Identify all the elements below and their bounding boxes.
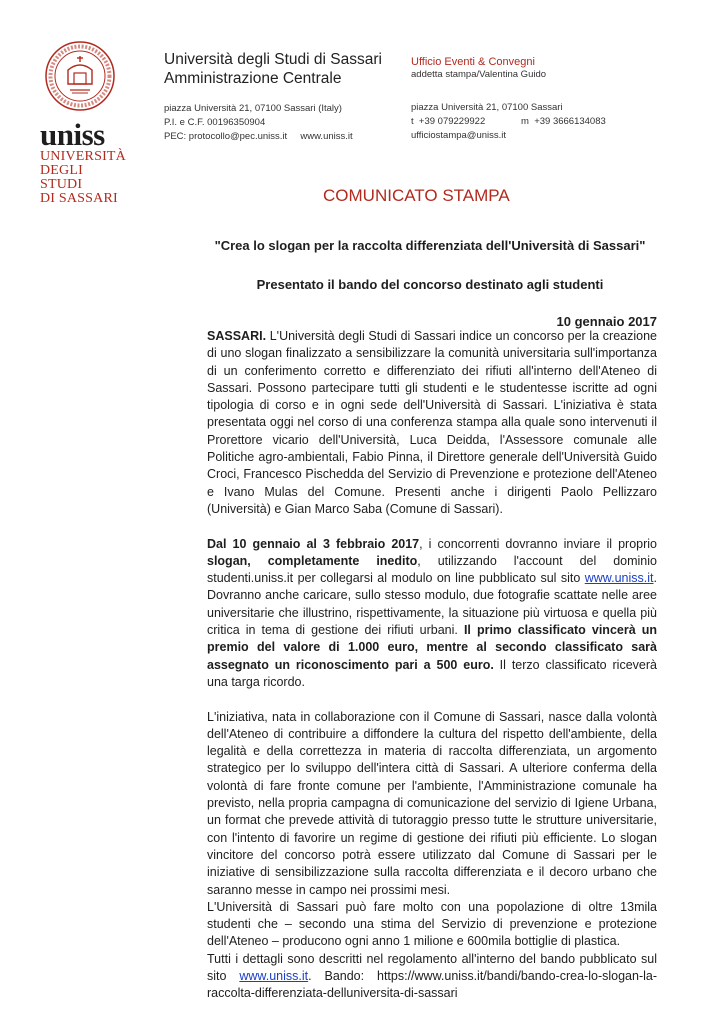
- university-vat: P.I. e C.F. 00196350904: [164, 117, 266, 128]
- details-text-2: . Bando:: [308, 968, 365, 983]
- office-mobile: m +39 3666134083: [521, 116, 606, 127]
- contest-text-3: . Dovranno anche caricare, sullo stesso modulo, due fotografie scattate nelle aree universitarie che illustrino, rispettivamente, la situazione più virtuosa e quella più critica in tema di gestione dei rifiuti urbani.: [207, 571, 657, 638]
- paragraph-initiative: L'iniziativa, nata in collaborazione con il Comune di Sassari, nasce dalla volontà dell'Ateneo di contribuire a diffondere la cultura del rispetto dell'ambiente, della legalità e della correttezza in materia di raccolta differenziata, un argomento strategico per lo sviluppo dell'intera città di Sassari. A ulteriore conferma della volontà di fare fronte comune per l'ambiente, l'Amministrazione comunale ha previsto, nella propria campagna di comunicazione del servizio di Igiene Urbana, un format che prevede attività di tutoraggio presso tutte le strutture universitarie, con l'intento di favorire un regime di gestione dei rifiuti più efficiente. Lo slogan vincitore del concorso potrà essere utilizzato dal Comune di Sassari per le iniziative di sensibilizzazione sulla raccolta differenziata e il decoro urbano che saranno messe in campo nei prossimi mesi.: [207, 709, 657, 897]
- intro-text: L'Università degli Studi di Sassari indice un concorso per la creazione di uno slogan finalizzato a sensibilizzare la comunità universitaria sull'importanza di un conferimento corretto e differenziato dei rifiuti all'interno dell'Ateneo di Sassari. Possono partecipare tutti gli studenti e le studentesse iscritte ad ogni tipologia di corso e in ogni sede dell'Università di Sassari. L'iniziativa è stata presentata oggi nel corso di una conferenza stampa alla quale sono intervenuti il Prorettore vicario dell'Università, Luca Deidda, l'Assessore comunale alle Politiche agro-ambientali, Fabio Pinna, il Direttore generale dell'Università Guido Croci, Francesco Pischedda del Servizio di Prevenzione e protezione dell'Ateneo e Ivano Mulas del Comune. Presenti anche i dirigenti Paolo Pellizzaro (Università) e Gian Marco Saba (Comune di Sassari).: [207, 329, 657, 516]
- administration-name: Amministrazione Centrale: [164, 70, 342, 87]
- university-pec-web: PEC: protocollo@pec.uniss.it www.uniss.it: [164, 131, 353, 142]
- header-left: [164, 50, 394, 144]
- office-phones: [411, 115, 651, 129]
- logo-line-3: DI SASSARI: [40, 191, 118, 206]
- contest-text-1: , i concorrenti dovranno inviare il proprio: [419, 536, 657, 551]
- dateline: SASSARI.: [207, 329, 267, 343]
- logo-line-1: UNIVERSITÀ: [40, 149, 126, 164]
- paragraph-contest: [207, 536, 657, 692]
- university-address: piazza Università 21, 07100 Sassari (Italy): [164, 103, 342, 114]
- university-logo: [38, 40, 126, 206]
- press-subheadline: Presentato il bando del concorso destinato agli studenti: [256, 277, 604, 292]
- logo-wordmark: uniss: [40, 117, 105, 152]
- university-name: Università degli Studi di Sassari: [164, 51, 382, 68]
- press-body: [207, 328, 657, 1003]
- release-date: 10 gennaio 2017: [556, 314, 657, 329]
- office-email: ufficiostampa@uniss.it: [411, 130, 507, 141]
- contest-dates: Dal 10 gennaio al 3 febbraio 2017: [207, 536, 420, 551]
- office-name: Ufficio Eventi & Convegni: [411, 56, 535, 68]
- document-type-title: COMUNICATO STAMPA: [323, 186, 510, 205]
- office-address: piazza Università 21, 07100 Sassari: [411, 102, 563, 113]
- paragraph-details: [207, 951, 657, 1003]
- header-right: [411, 56, 651, 143]
- uniss-link-2[interactable]: www.uniss.it: [239, 968, 309, 983]
- details-text-1: Tutti i dettagli sono descritti nel regolamento all'interno del bando pubblicato sul sito: [207, 951, 657, 983]
- logo-line-2: DEGLI STUDI: [40, 163, 83, 192]
- contest-text-2: , utilizzando l'account del dominio studenti.uniss.it per collegarsi al modulo on line pubblicato sul sito: [207, 553, 657, 586]
- press-officer: addetta stampa/Valentina Guido: [411, 69, 547, 80]
- paragraph-population: L'Università di Sassari può fare molto con una popolazione di oltre 13mila studenti che – secondo una stima del Servizio di prevenzione e protezione dell'Ateneo – producono ogni anno 1 milione e 600mila bottiglie di plastica.: [207, 899, 657, 949]
- paragraph-intro: [207, 328, 657, 518]
- university-seal-icon: [44, 40, 116, 112]
- contest-prizes: Il primo classificato vincerà un premio del valore di 1.000 euro, mentre al secondo classificato sarà assegnato un riconoscimento pari a 500 euro.: [207, 623, 657, 672]
- contest-text-4: Il terzo classificato riceverà una targa ricordo.: [207, 657, 657, 689]
- contest-slogan-req: slogan, completamente inedito: [207, 553, 418, 568]
- press-headline: "Crea lo slogan per la raccolta differenziata dell'Università di Sassari": [214, 238, 646, 253]
- bando-url[interactable]: https://www.uniss.it/bandi/bando-crea-lo-slogan-la-raccolta-differenziata-delluniversita-di-sassari: [207, 968, 657, 1001]
- uniss-link[interactable]: www.uniss.it: [584, 571, 654, 586]
- office-phone: t +39 079229922: [411, 116, 486, 127]
